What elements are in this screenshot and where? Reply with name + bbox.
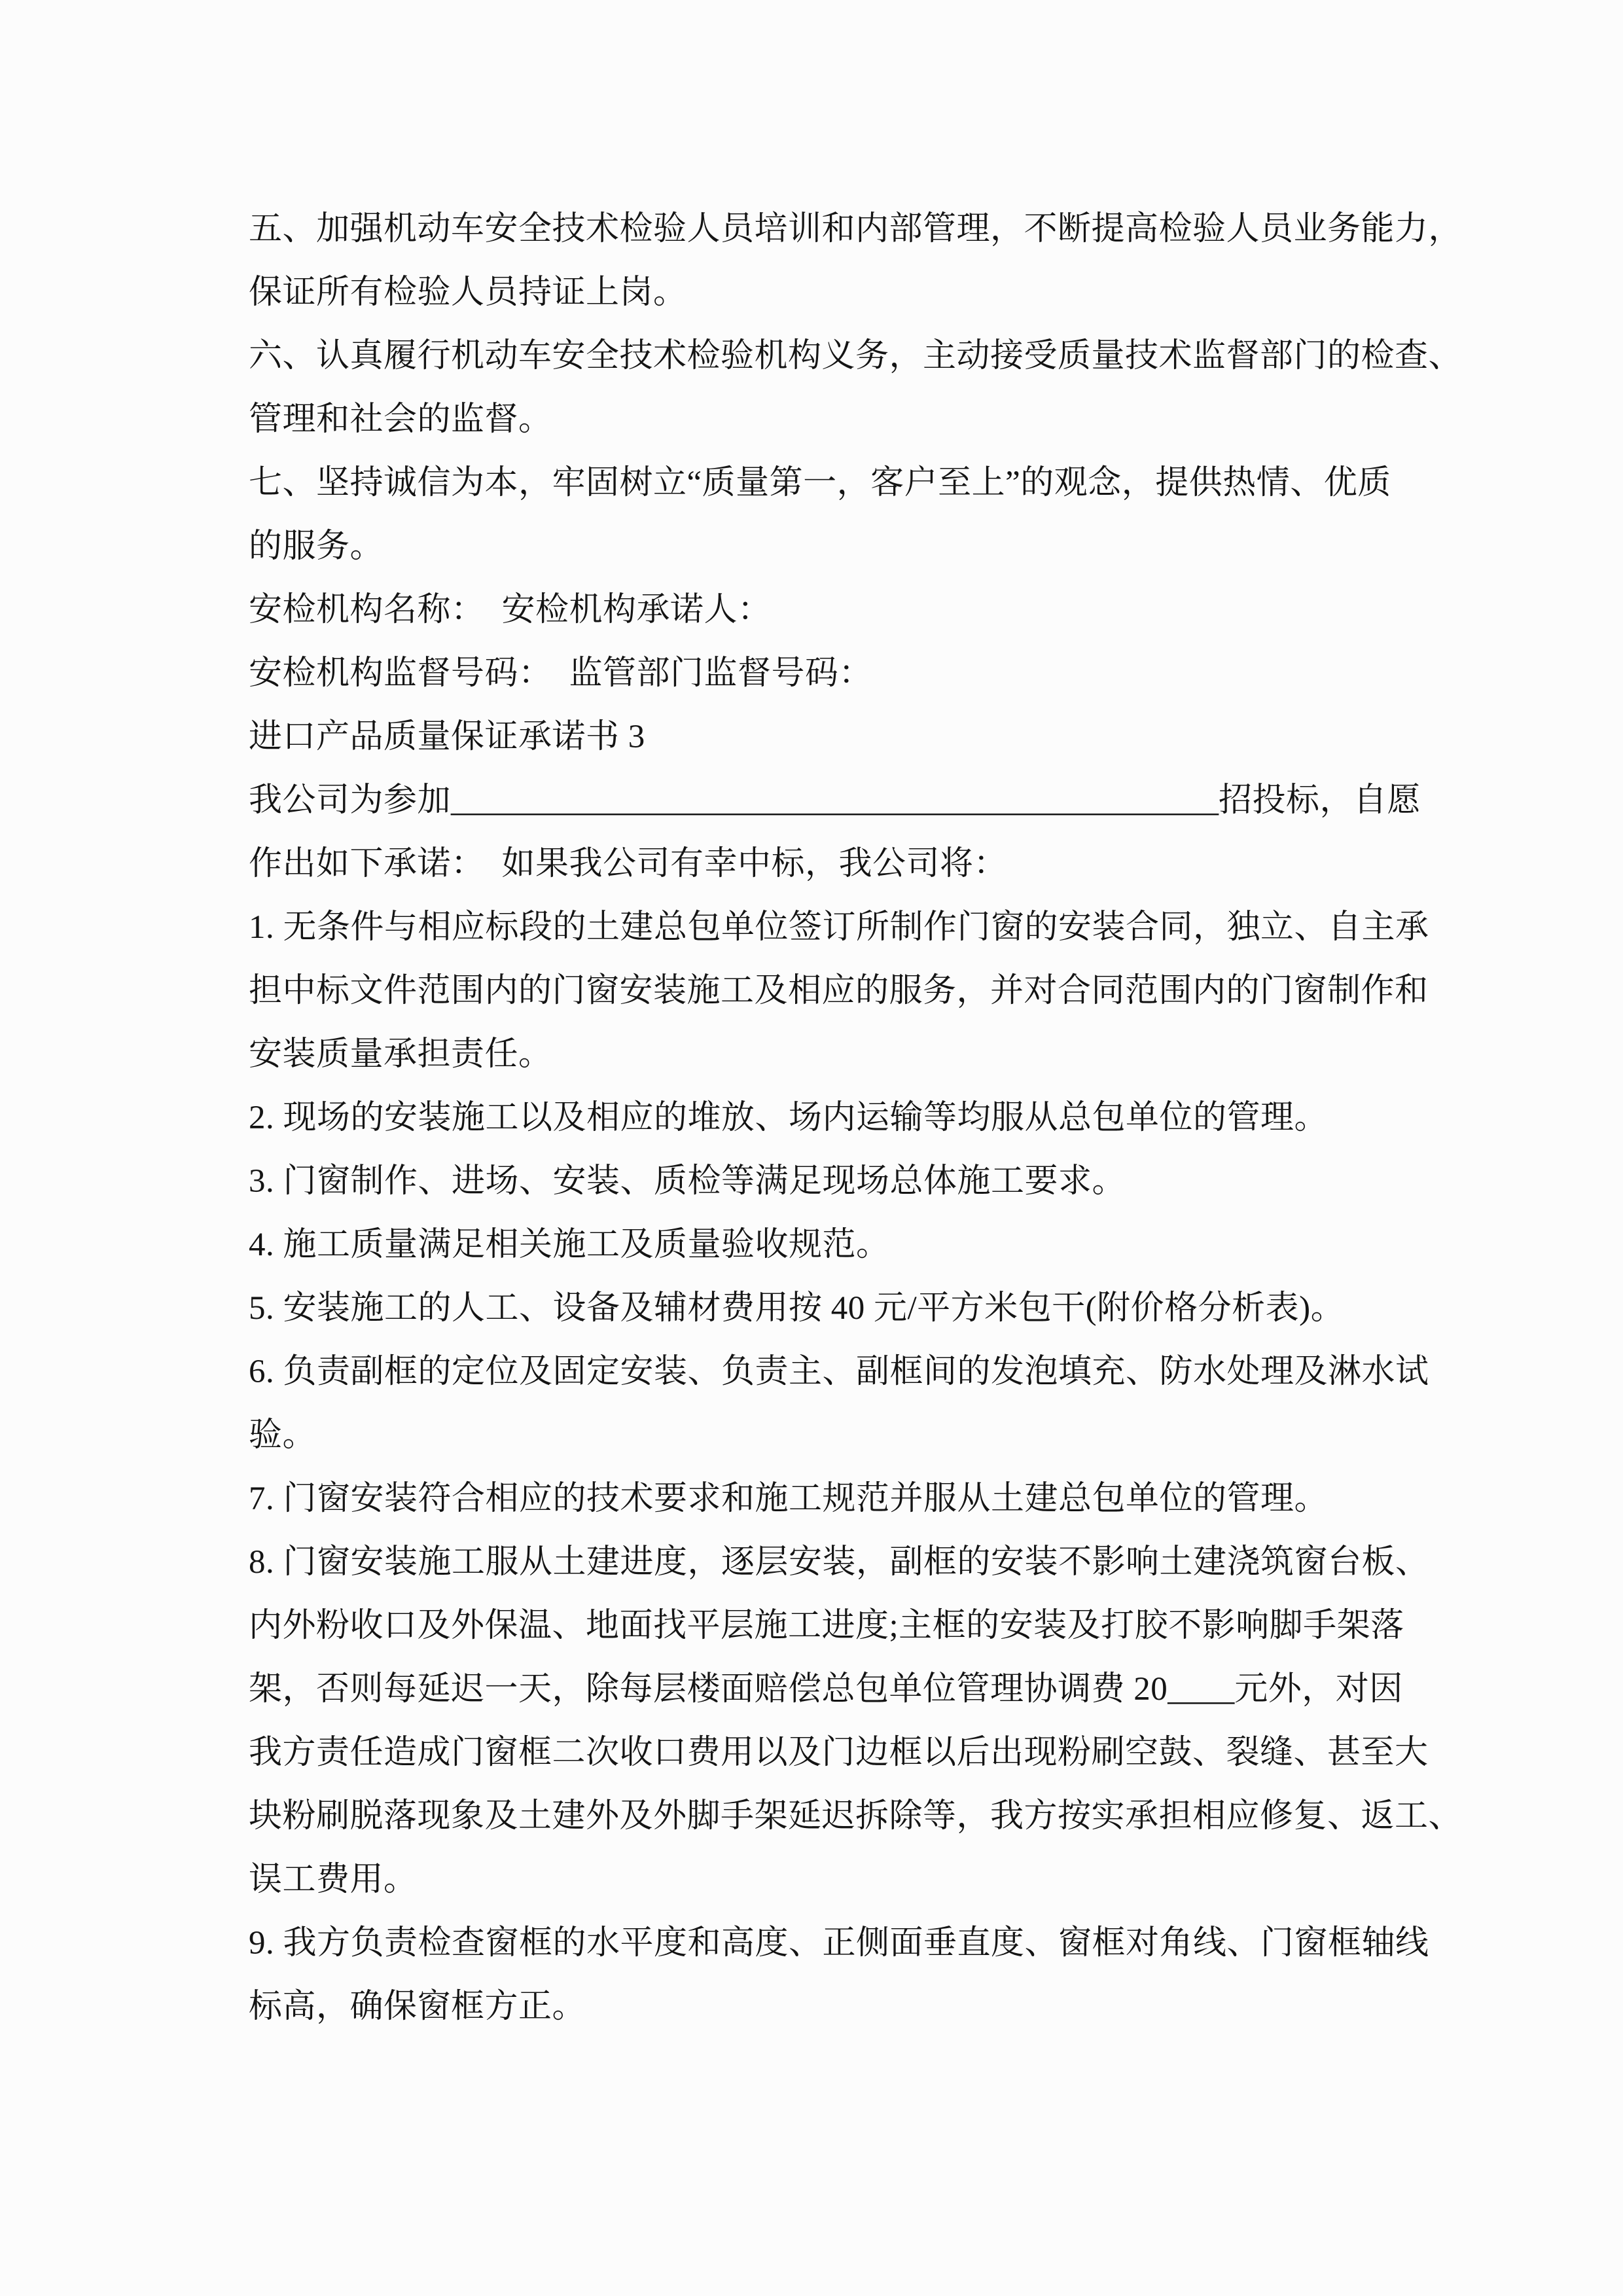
line-23: 内外粉收口及外保温、地面找平层施工进度;主框的安装及打胶不影响脚手架落 xyxy=(249,1607,1404,1644)
line-text-post: 招投标，自愿 xyxy=(1219,782,1421,819)
line-19: 6. 负责副框的定位及固定安装、负责主、副框间的发泡填充、防水处理及淋水试 xyxy=(249,1354,1429,1390)
line-03: 六、认真履行机动车安全技术检验机构义务，主动接受质量技术监督部门的检查、 xyxy=(249,338,1463,374)
line-29: 标高，确保窗框方正。 xyxy=(249,1988,586,2025)
line-text-post: 元外，对因 xyxy=(1234,1671,1403,1708)
line-21: 7. 门窗安装符合相应的技术要求和施工规范并服从土建总包单位的管理。 xyxy=(249,1480,1329,1517)
fill-in-blank: ____ xyxy=(1168,1671,1235,1708)
line-12: 1. 无条件与相应标段的土建总包单位签订所制作门窗的安装合同，独立、自主承 xyxy=(249,909,1429,946)
line-22: 8. 门窗安装施工服从土建进度，逐层安装，副框的安装不影响土建浇筑窗台板、 xyxy=(249,1544,1429,1581)
line-27: 误工费用。 xyxy=(249,1861,418,1898)
line-text-pre: 我公司为参加 xyxy=(249,782,452,819)
line-01: 五、加强机动车安全技术检验人员培训和内部管理，不断提高检验人员业务能力， xyxy=(249,211,1463,247)
line-18: 5. 安装施工的人工、设备及辅材费用按 40 元/平方米包干(附价格分析表)。 xyxy=(249,1290,1345,1327)
line-10-with-blank xyxy=(249,769,1421,833)
line-25: 我方责任造成门窗框二次收口费用以及门边框以后出现粉刷空鼓、裂缝、甚至大 xyxy=(249,1734,1429,1771)
line-06: 的服务。 xyxy=(249,528,384,565)
document-body xyxy=(249,198,1463,2039)
line-04: 管理和社会的监督。 xyxy=(249,401,552,438)
line-08-supervision-number-row: 安检机构监督号码： 监管部门监督号码： xyxy=(249,655,873,692)
line-09-section-title: 进口产品质量保证承诺书 3 xyxy=(249,719,645,755)
line-28: 9. 我方负责检查窗框的水平度和高度、正侧面垂直度、窗框对角线、门窗框轴线 xyxy=(249,1925,1429,1962)
line-20: 验。 xyxy=(249,1417,317,1454)
fill-in-blank: ______________________________________________ xyxy=(451,782,1219,819)
line-05: 七、坚持诚信为本，牢固树立“质量第一，客户至上”的观念，提供热情、优质 xyxy=(249,465,1391,501)
line-14: 安装质量承担责任。 xyxy=(249,1036,552,1073)
line-15: 2. 现场的安装施工以及相应的堆放、场内运输等均服从总包单位的管理。 xyxy=(249,1100,1329,1136)
line-26: 块粉刷脱落现象及土建外及外脚手架延迟拆除等，我方按实承担相应修复、返工、 xyxy=(249,1798,1463,1835)
line-16: 3. 门窗制作、进场、安装、质检等满足现场总体施工要求。 xyxy=(249,1163,1126,1200)
line-17: 4. 施工质量满足相关施工及质量验收规范。 xyxy=(249,1227,890,1263)
line-11: 作出如下承诺： 如果我公司有幸中标，我公司将： xyxy=(249,846,1008,882)
line-24-with-blank xyxy=(249,1658,1403,1721)
line-text-pre: 架，否则每延迟一天，除每层楼面赔偿总包单位管理协调费 20 xyxy=(249,1671,1168,1708)
line-02: 保证所有检验人员持证上岗。 xyxy=(249,274,687,311)
line-07-agency-name-row: 安检机构名称： 安检机构承诺人： xyxy=(249,592,772,628)
line-13: 担中标文件范围内的门窗安装施工及相应的服务，并对合同范围内的门窗制作和 xyxy=(249,973,1429,1009)
